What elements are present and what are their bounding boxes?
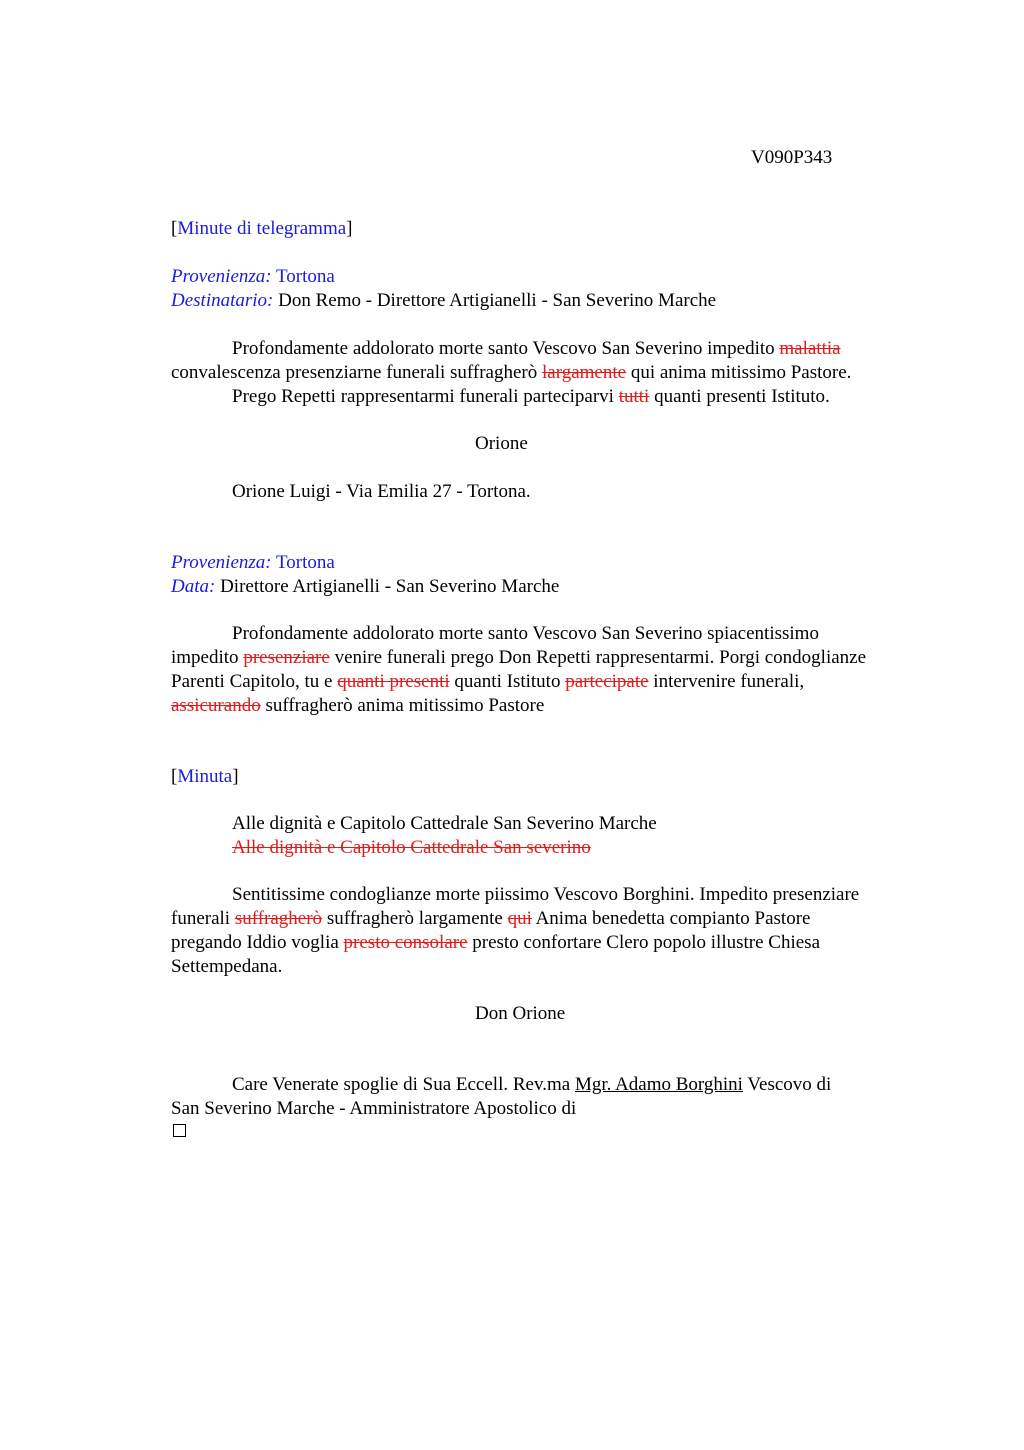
text: qui anima mitissimo Pastore. [630, 362, 852, 383]
text: intervenire funerali, [653, 671, 805, 692]
text: funerali [171, 908, 231, 929]
provenienza-value: Tortona [276, 552, 335, 573]
signature-orione: Orione [475, 433, 528, 454]
text: Parenti Capitolo, tu e [171, 671, 333, 692]
telegram1-line1 [232, 337, 841, 361]
deleted-text: qui [507, 908, 532, 929]
deleted-text: malattia [779, 338, 841, 359]
destinatario-label: Destinatario: [171, 290, 274, 311]
deleted-text: largamente [542, 362, 627, 383]
destinatario-value: Don Remo - Direttore Artigianelli - San Severino Marche [278, 290, 717, 311]
final-line2: San Severino Marche - Amministratore Apostolico di [171, 1098, 577, 1119]
provenienza-value: Tortona [276, 266, 335, 287]
telegram2-line1: Profondamente addolorato morte santo Vescovo San Severino spiacentissimo [232, 623, 819, 644]
text: Vescovo di [747, 1074, 832, 1095]
provenienza-line [171, 265, 335, 289]
telegram1-line3 [232, 385, 830, 409]
data-line [171, 575, 559, 599]
deleted-addressee-line: Alle dignità e Capitolo Cattedrale San severino [232, 837, 591, 858]
text: impedito [171, 647, 239, 668]
provenienza-label: Provenienza: [171, 266, 272, 287]
text: quanti Istituto [454, 671, 561, 692]
text: suffragherò anima mitissimo Pastore [265, 695, 545, 716]
deleted-text: partecipate [565, 671, 649, 692]
heading-text: Minute di telegramma [177, 218, 347, 239]
telegram2-line3 [171, 670, 804, 694]
deleted-text: presenziare [243, 647, 330, 668]
minuta-line1: Sentitissime condoglianze morte piissimo Vescovo Borghini. Impedito presenziare [232, 884, 860, 905]
minuta-line3 [171, 931, 820, 955]
telegram1-line2 [171, 361, 851, 385]
heading-text: Minuta [177, 766, 233, 787]
text: Care Venerate spoglie di Sua Eccell. Rev.ma [232, 1074, 571, 1095]
minuta-line2 [171, 907, 810, 931]
text: pregando Iddio voglia [171, 932, 339, 953]
text: Profondamente addolorato morte santo Vescovo San Severino impedito [232, 338, 775, 359]
document-reference: V090P343 [751, 147, 833, 168]
text: suffragherò largamente [326, 908, 503, 929]
section-heading-minuta: [Minuta] [171, 766, 239, 787]
text: quanti presenti Istituto. [654, 386, 830, 407]
deleted-text: suffragherò [234, 908, 323, 929]
underlined-name: Mgr. Adamo Borghini [574, 1074, 743, 1095]
text: Prego Repetti rappresentarmi funerali parteciparvi [232, 386, 614, 407]
deleted-text: tutti [618, 386, 650, 407]
provenienza-line-2 [171, 551, 335, 575]
minuta-line4: Settempedana. [171, 956, 283, 977]
data-label: Data: [171, 576, 216, 597]
deleted-text: quanti presenti [337, 671, 450, 692]
telegram2-line2 [171, 646, 866, 670]
deleted-text: presto consolare [343, 932, 468, 953]
text: convalescenza presenziarne funerali suffragherò [171, 362, 538, 383]
signature-don-orione: Don Orione [475, 1003, 566, 1024]
final-line1 [232, 1073, 831, 1097]
provenienza-label: Provenienza: [171, 552, 272, 573]
section-heading-minute: [Minute di telegramma] [171, 218, 353, 239]
telegram2-line4 [171, 694, 544, 718]
destinatario-line [171, 289, 716, 313]
text: Anima benedetta compianto Pastore [535, 908, 811, 929]
sender-address: Orione Luigi - Via Emilia 27 - Tortona. [232, 481, 531, 502]
data-value: Direttore Artigianelli - San Severino Marche [220, 576, 560, 597]
empty-box-icon [173, 1124, 186, 1137]
text: presto confortare Clero popolo illustre Chiesa [472, 932, 820, 953]
text: venire funerali prego Don Repetti rappresentarmi. Porgi condoglianze [334, 647, 867, 668]
addressee-line: Alle dignità e Capitolo Cattedrale San Severino Marche [232, 813, 657, 834]
deleted-text: assicurando [171, 695, 261, 716]
